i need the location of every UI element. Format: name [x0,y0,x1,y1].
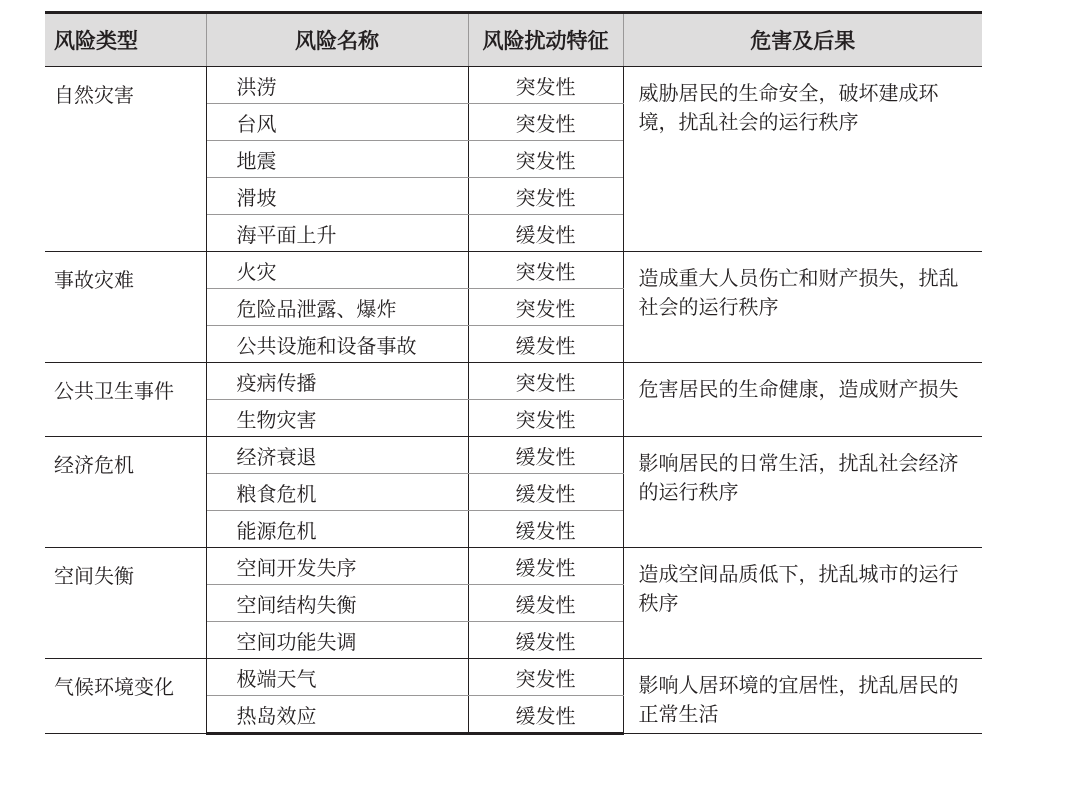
risk-type-cell: 气候环境变化 [45,659,206,734]
risk-name-cell: 台风 [206,104,468,141]
feature-cell: 缓发性 [468,326,623,363]
feature-cell: 缓发性 [468,696,623,734]
harm-cell: 影响居民的日常生活，扰乱社会经济的运行秩序 [623,437,982,548]
table-row [45,363,982,400]
risk-name-cell: 火灾 [206,252,468,289]
header-disturbance-feature: 风险扰动特征 [468,13,623,67]
feature-cell: 突发性 [468,252,623,289]
feature-cell: 缓发性 [468,585,623,622]
risk-name-cell: 滑坡 [206,178,468,215]
feature-cell: 突发性 [468,104,623,141]
risk-table [45,11,982,735]
table-row [45,252,982,289]
feature-cell: 缓发性 [468,622,623,659]
risk-name-cell: 生物灾害 [206,400,468,437]
harm-cell: 危害居民的生命健康，造成财产损失 [623,363,982,437]
risk-type-cell: 公共卫生事件 [45,363,206,437]
risk-name-cell: 疫病传播 [206,363,468,400]
feature-cell: 突发性 [468,659,623,696]
risk-name-cell: 危险品泄露、爆炸 [206,289,468,326]
risk-name-cell: 极端天气 [206,659,468,696]
harm-cell: 影响人居环境的宜居性，扰乱居民的正常生活 [623,659,982,734]
feature-cell: 突发性 [468,289,623,326]
table-row [45,659,982,696]
header-risk-type: 风险类型 [45,13,206,67]
harm-cell: 造成空间品质低下，扰乱城市的运行秩序 [623,548,982,659]
feature-cell: 缓发性 [468,474,623,511]
table-header [45,13,982,67]
feature-cell: 突发性 [468,363,623,400]
harm-cell: 造成重大人员伤亡和财产损失，扰乱社会的运行秩序 [623,252,982,363]
feature-cell: 缓发性 [468,215,623,252]
header-row [45,13,982,67]
feature-cell: 缓发性 [468,511,623,548]
table-body [45,67,982,734]
harm-cell: 威胁居民的生命安全，破坏建成环境，扰乱社会的运行秩序 [623,67,982,252]
feature-cell: 突发性 [468,141,623,178]
risk-type-cell: 经济危机 [45,437,206,548]
risk-name-cell: 地震 [206,141,468,178]
risk-name-cell: 洪涝 [206,67,468,104]
risk-name-cell: 空间结构失衡 [206,585,468,622]
table-row [45,67,982,104]
risk-name-cell: 经济衰退 [206,437,468,474]
risk-name-cell: 空间开发失序 [206,548,468,585]
table-row [45,548,982,585]
feature-cell: 缓发性 [468,437,623,474]
risk-type-cell: 自然灾害 [45,67,206,252]
risk-name-cell: 公共设施和设备事故 [206,326,468,363]
feature-cell: 突发性 [468,67,623,104]
risk-type-cell: 空间失衡 [45,548,206,659]
feature-cell: 缓发性 [468,548,623,585]
risk-name-cell: 空间功能失调 [206,622,468,659]
header-risk-name: 风险名称 [206,13,468,67]
header-harm-consequence: 危害及后果 [623,13,982,67]
risk-name-cell: 能源危机 [206,511,468,548]
table-row [45,437,982,474]
risk-name-cell: 海平面上升 [206,215,468,252]
feature-cell: 突发性 [468,178,623,215]
feature-cell: 突发性 [468,400,623,437]
risk-name-cell: 粮食危机 [206,474,468,511]
risk-name-cell: 热岛效应 [206,696,468,734]
risk-type-cell: 事故灾难 [45,252,206,363]
